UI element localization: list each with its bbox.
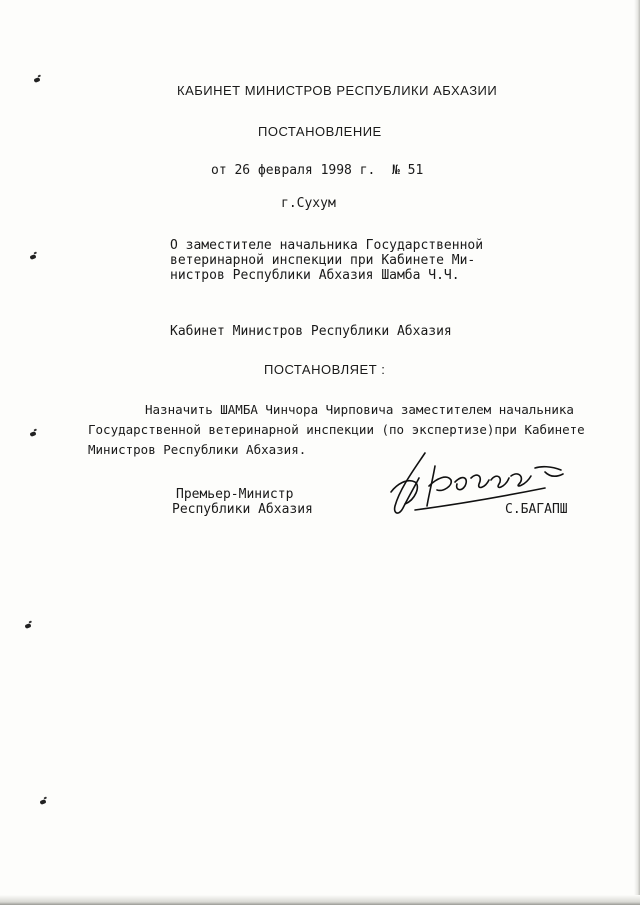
signatory-title-line-1: Премьер-Министр xyxy=(176,487,294,502)
signatory-title-line-2: Республики Абхазия xyxy=(172,502,313,517)
document-date: от 26 февраля 1998 г. xyxy=(211,163,376,178)
body-line-2: Государственной ветеринарной инспекции (по экспертизе)при Кабинете xyxy=(88,422,585,437)
document-number: № 51 xyxy=(392,163,424,178)
scan-mark xyxy=(33,77,40,83)
signatory-name: С.БАГАПШ xyxy=(505,502,568,517)
scan-mark xyxy=(29,254,36,260)
scan-mark xyxy=(39,799,46,805)
document-header: КАБИНЕТ МИНИСТРОВ РЕСПУБЛИКИ АБХАЗИИ xyxy=(177,83,498,98)
issuer-line: Кабинет Министров Республики Абхазия xyxy=(170,324,452,339)
document-type: ПОСТАНОВЛЕНИЕ xyxy=(258,124,382,139)
resolves-line: ПОСТАНОВЛЯЕТ : xyxy=(264,362,386,377)
body-line-3: Министров Республики Абхазия. xyxy=(88,442,307,457)
subject-line-1: О заместителе начальника Государственной xyxy=(170,238,484,253)
subject-line-3: нистров Республики Абхазия Шамба Ч.Ч. xyxy=(170,268,460,283)
page-edge-right xyxy=(634,0,640,905)
subject-line-2: ветеринарной инспекции при Кабинете Ми- xyxy=(170,253,476,268)
scan-mark xyxy=(29,431,36,437)
document-place: г.Сухум xyxy=(281,196,336,211)
scan-mark xyxy=(24,623,31,629)
body-line-1: Назначить ШАМБА Чинчора Чирповича заместителем начальника xyxy=(145,402,574,417)
page-edge-bottom xyxy=(0,895,640,905)
